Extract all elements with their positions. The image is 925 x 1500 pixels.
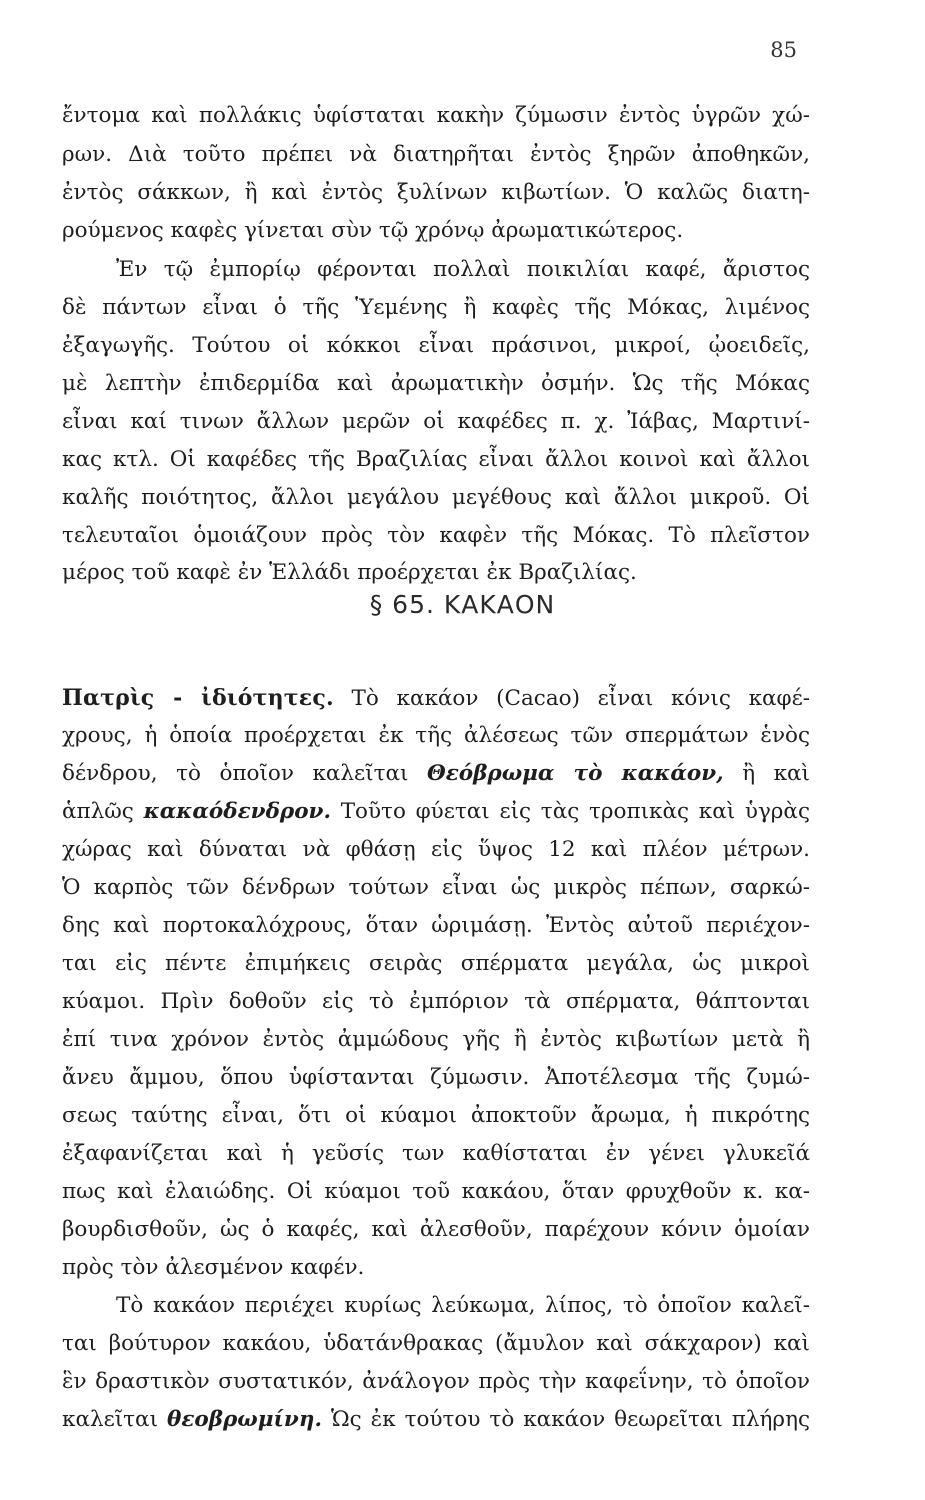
text-line: πως καὶ ἐλαιώδης. Οἱ κύαμοι τοῦ κακάου, ὅταν φρυχθοῦν κ. κα- [62, 1179, 810, 1204]
text-line: Τὸ κακάον περιέχει κυρίως λεύκωμα, λίπος, τὸ ὁποῖον καλεῖ- [116, 1293, 810, 1318]
text-line: ται εἰς πέντε ἐπιμήκεις σειρὰς σπέρματα μεγάλα, ὡς μικροὶ [62, 951, 810, 976]
text-line: ρων. Διὰ τοῦτο πρέπει νὰ διατηρῆται ἐντὸς ξηρῶν ἀποθηκῶν, [62, 142, 810, 167]
text-line: πρὸς τὸν ἀλεσμένον καφέν. [62, 1255, 365, 1280]
text-line: δὲ πάντων εἶναι ὁ τῆς Ὑεμένης ἢ καφὲς τῆς Μόκας, λιμένος [62, 295, 810, 320]
text-line: δης καὶ πορτοκαλόχρους, ὅταν ὡριμάσῃ. Ἐντὸς αὐτοῦ περιέχον- [62, 913, 810, 938]
text-line: ἐξαγωγῆς. Τούτου οἱ κόκκοι εἶναι πράσινοι, μικροί, ᾠοειδεῖς, [62, 333, 810, 358]
text-line: μὲ λεπτὴν ἐπιδερμίδα καὶ ἀρωματικὴν ὀσμήν. Ὡς τῆς Μόκας [62, 371, 810, 396]
term-theobromine: θεοβρωμίνη. [166, 1407, 322, 1432]
subheading: Πατρὶς - ἰδιότητες. [62, 685, 334, 711]
text-line [62, 680, 810, 716]
text-line: ἄνευ ἄμμου, ὅπου ὑφίστανται ζύμωσιν. Ἀποτέλεσμα τῆς ζυμώ- [62, 1065, 810, 1090]
text-line: καλῆς ποιότητος, ἄλλοι μεγάλου μεγέθους καὶ ἄλλοι μικροῦ. Οἱ [62, 485, 810, 510]
text-run: Τὸ κακάον (Cacao) εἶναι κόνις καφέ- [333, 686, 810, 711]
page-number: 85 [770, 38, 797, 62]
text-run: ἁπλῶς [62, 799, 134, 824]
term-theobroma: Θεόβρωμα τὸ κακάον, [426, 761, 724, 786]
text-line [62, 756, 810, 792]
text-line: Ἐν τῷ ἐμπορίῳ φέρονται πολλαὶ ποικιλίαι καφέ, ἄριστος [116, 257, 810, 282]
section-title: § 65. ΚΑΚΑΟΝ [369, 590, 556, 619]
text-line [62, 794, 810, 830]
text-line: χώρας καὶ δύναται νὰ φθάσῃ εἰς ὕψος 12 καὶ πλέον μέτρων. [62, 837, 810, 862]
text-line: ται βούτυρον κακάου, ὑδατάνθρακας (ἄμυλον καὶ σάκχαρον) καὶ [62, 1331, 810, 1356]
text-run: δένδρου, τὸ ὁποῖον καλεῖται [62, 761, 409, 786]
text-run: καλεῖται [62, 1407, 158, 1432]
text-line: μέρος τοῦ καφὲ ἐν Ἑλλάδι προέρχεται ἐκ Βραζιλίας. [62, 560, 637, 585]
term-kakaodendron: κακαόδενδρον. [143, 799, 331, 824]
text-run: Τοῦτο φύεται εἰς τὰς τροπικὰς καὶ ὑγρὰς [330, 799, 810, 824]
text-line: τελευταῖοι ὁμοιάζουν πρὸς τὸν καφὲν τῆς Μόκας. Τὸ πλεῖστον [62, 523, 810, 548]
text-line: ἓν δραστικὸν συστατικόν, ἀνάλογον πρὸς τὴν καφεΐνην, τὸ ὁποῖον [62, 1369, 810, 1394]
text-line [62, 1402, 810, 1438]
text-line: χρους, ἡ ὁποία προέρχεται ἐκ τῆς ἀλέσεως τῶν σπερμάτων ἑνὸς [62, 723, 810, 748]
text-line: κας κτλ. Οἱ καφέδες τῆς Βραζιλίας εἶναι ἄλλοι κοινοὶ καὶ ἄλλοι [62, 447, 810, 472]
text-line: ρούμενος καφὲς γίνεται σὺν τῷ χρόνῳ ἀρωματικώτερος. [62, 218, 684, 243]
text-line: κύαμοι. Πρὶν δοθοῦν εἰς τὸ ἐμπόριον τὰ σπέρματα, θάπτονται [62, 989, 810, 1014]
text-run: Ὡς ἐκ τούτου τὸ κακάον θεωρεῖται πλήρης [321, 1407, 810, 1432]
text-line: ἐξαφανίζεται καὶ ἡ γεῦσίς των καθίσταται ἐν γένει γλυκεῖά [62, 1141, 810, 1166]
text-line: εἶναι καί τινων ἄλλων μερῶν οἱ καφέδες π. χ. Ἰάβας, Μαρτινί- [62, 409, 810, 434]
text-line: σεως ταύτης εἶναι, ὅτι οἱ κύαμοι ἀποκτοῦν ἄρωμα, ἡ πικρότης [62, 1103, 810, 1128]
text-line: βουρδισθοῦν, ὡς ὁ καφές, καὶ ἀλεσθοῦν, παρέχουν κόνιν ὁμοίαν [62, 1217, 810, 1242]
text-line: ἐπί τινα χρόνον ἐντὸς ἀμμώδους γῆς ἢ ἐντὸς κιβωτίων μετὰ ἢ [62, 1027, 810, 1052]
text-line: ἔντομα καὶ πολλάκις ὑφίσταται κακὴν ζύμωσιν ἐντὸς ὑγρῶν χώ- [62, 103, 810, 128]
text-line: ἐντὸς σάκκων, ἢ καὶ ἐντὸς ξυλίνων κιβωτίων. Ὁ καλῶς διατη- [62, 180, 810, 205]
text-line: Ὁ καρπὸς τῶν δένδρων τούτων εἶναι ὡς μικρὸς πέπων, σαρκώ- [62, 875, 810, 900]
text-run: ἢ καὶ [723, 761, 810, 786]
